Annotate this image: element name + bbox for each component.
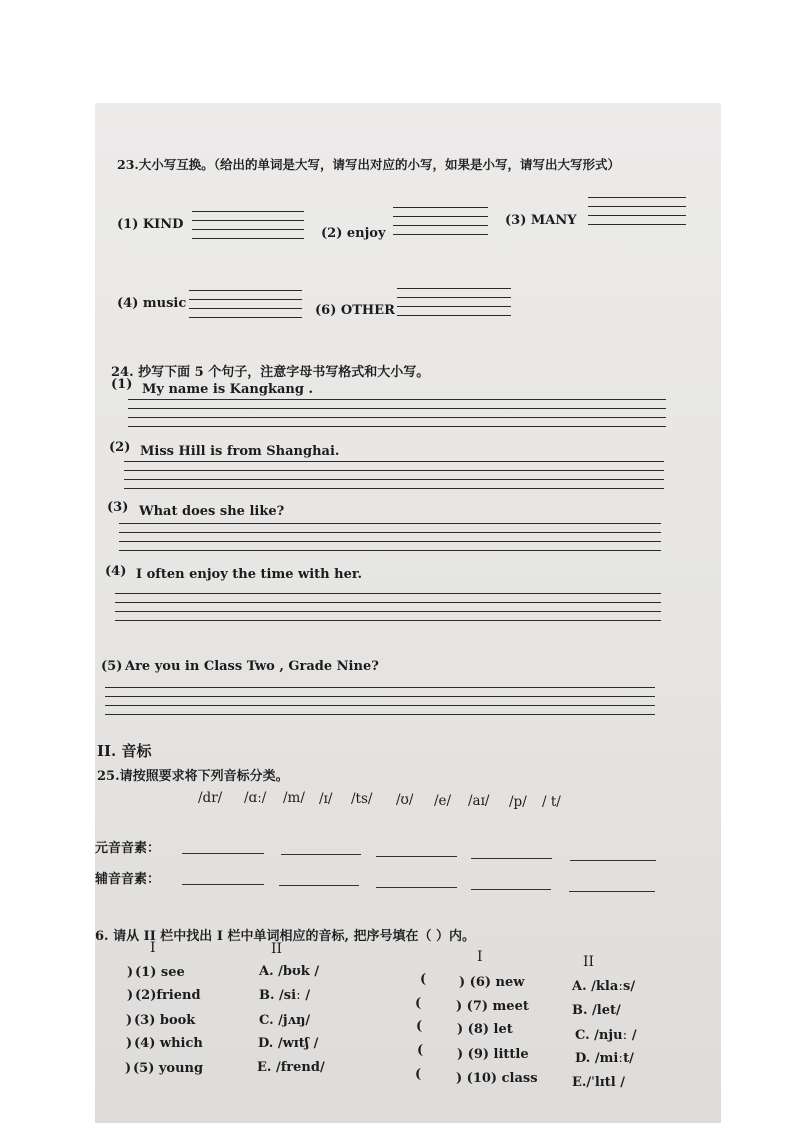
- q26-title: 6. 请从 II 栏中找出 I 栏中单词相应的音标, 把序号填在（ ）内。: [95, 929, 476, 944]
- vowel-label: 元音音素：: [95, 841, 161, 856]
- vowel-blank[interactable]: [281, 854, 361, 855]
- q25-symbol: / t/: [542, 794, 561, 810]
- q26-phonetic: D. /miːt/: [575, 1051, 634, 1066]
- q26-word: (4) which: [134, 1036, 203, 1051]
- q25-symbol: /ɑː/: [244, 790, 267, 806]
- answer-paren[interactable]: ): [125, 1061, 132, 1076]
- q25-symbol: /ɪ/: [319, 791, 333, 807]
- q25-symbol: /aɪ/: [468, 793, 490, 809]
- q26-word: ) (10) class: [456, 1071, 538, 1086]
- consonant-blank[interactable]: [569, 891, 655, 892]
- q24-s2-num: (2): [109, 440, 131, 455]
- vowel-blank[interactable]: [376, 856, 457, 857]
- q25-symbol: /e/: [434, 793, 452, 809]
- q25-title: 25.请按照要求将下列音标分类。: [97, 769, 289, 784]
- answer-paren[interactable]: (: [415, 996, 422, 1011]
- q23-item-many: (3) MANY: [505, 213, 577, 228]
- q26-phonetic: A. /bʊk /: [259, 964, 320, 979]
- consonant-blank[interactable]: [279, 885, 359, 886]
- q25-symbol: /dr/: [198, 790, 223, 806]
- answer-paren[interactable]: (: [420, 972, 427, 987]
- consonant-blank[interactable]: [471, 889, 551, 890]
- q24-s2-text: Miss Hill is from Shanghai.: [140, 444, 340, 459]
- consonant-blank[interactable]: [376, 887, 457, 888]
- worksheet-page: [95, 103, 721, 1123]
- q24-s3-text: What does she like?: [139, 504, 285, 519]
- vowel-blank[interactable]: [182, 853, 264, 854]
- q26-phonetic: D. /wɪtʃ /: [258, 1036, 319, 1051]
- q23-title: 23.大小写互换。（给出的单词是大写，请写出对应的小写，如果是小写，请写出大写形式）: [117, 157, 620, 172]
- q23-item-music: (4) music: [117, 296, 187, 311]
- answer-paren[interactable]: ): [127, 965, 134, 980]
- q26-col-ii-header: II: [271, 941, 283, 957]
- q25-symbol: /ʊ/: [396, 792, 414, 808]
- q24-s4-text: I often enjoy the time with her.: [136, 567, 363, 582]
- q23-item-other: (6) OTHER: [315, 303, 395, 318]
- q26-word: ) (6) new: [459, 975, 525, 990]
- q26-phonetic: E./ˈlɪtl /: [572, 1075, 625, 1090]
- vowel-blank[interactable]: [570, 860, 656, 861]
- q26-word: (2)friend: [135, 988, 201, 1003]
- q23-item-enjoy: (2) enjoy: [321, 226, 386, 241]
- q26-col-i-header: I: [150, 940, 156, 956]
- q25-symbol: /p/: [509, 794, 527, 810]
- q26-phonetic: C. /jʌŋ/: [259, 1013, 311, 1028]
- q23-item-kind: (1) KIND: [117, 217, 184, 232]
- q26-word: ) (9) little: [457, 1047, 529, 1062]
- consonant-blank[interactable]: [182, 884, 264, 885]
- q26-word: ) (8) let: [457, 1022, 513, 1037]
- section-heading-phonetics: II. 音标: [97, 742, 152, 760]
- q26-phonetic: B. /siː /: [259, 988, 311, 1003]
- answer-paren[interactable]: ): [126, 1036, 133, 1051]
- q26-col-ii-header-right: II: [583, 954, 595, 970]
- q26-word: ) (7) meet: [456, 999, 529, 1014]
- q26-phonetic: A. /klaːs/: [572, 979, 636, 994]
- q26-word: (3) book: [134, 1013, 196, 1028]
- answer-paren[interactable]: ): [127, 988, 134, 1003]
- q24-title: 24. 抄写下面 5 个句子，注意字母书写格式和大小写。: [111, 365, 430, 380]
- q24-s5-text: Are you in Class Two , Grade Nine?: [125, 659, 379, 674]
- answer-paren[interactable]: (: [416, 1019, 423, 1034]
- q24-s1-num: (1): [111, 377, 133, 392]
- q26-phonetic: B. /let/: [572, 1003, 621, 1018]
- q26-word: (1) see: [135, 965, 185, 980]
- answer-paren[interactable]: (: [415, 1067, 422, 1082]
- answer-paren[interactable]: ): [126, 1013, 133, 1028]
- q25-symbol: /ts/: [351, 791, 373, 807]
- q26-col-i-header-right: I: [477, 949, 483, 965]
- q25-symbol: /m/: [283, 790, 305, 806]
- consonant-label: 辅音音素：: [95, 872, 161, 887]
- q24-s3-num: (3): [107, 500, 129, 515]
- vowel-blank[interactable]: [471, 858, 552, 859]
- q24-s5-num: (5): [101, 659, 123, 674]
- q24-s4-num: (4): [105, 564, 127, 579]
- answer-paren[interactable]: (: [417, 1043, 424, 1058]
- q26-word: (5) young: [133, 1061, 204, 1076]
- q26-phonetic: E. /frend/: [257, 1060, 325, 1075]
- q26-phonetic: C. /njuː /: [575, 1028, 637, 1043]
- q24-s1-text: My name is Kangkang .: [142, 382, 313, 397]
